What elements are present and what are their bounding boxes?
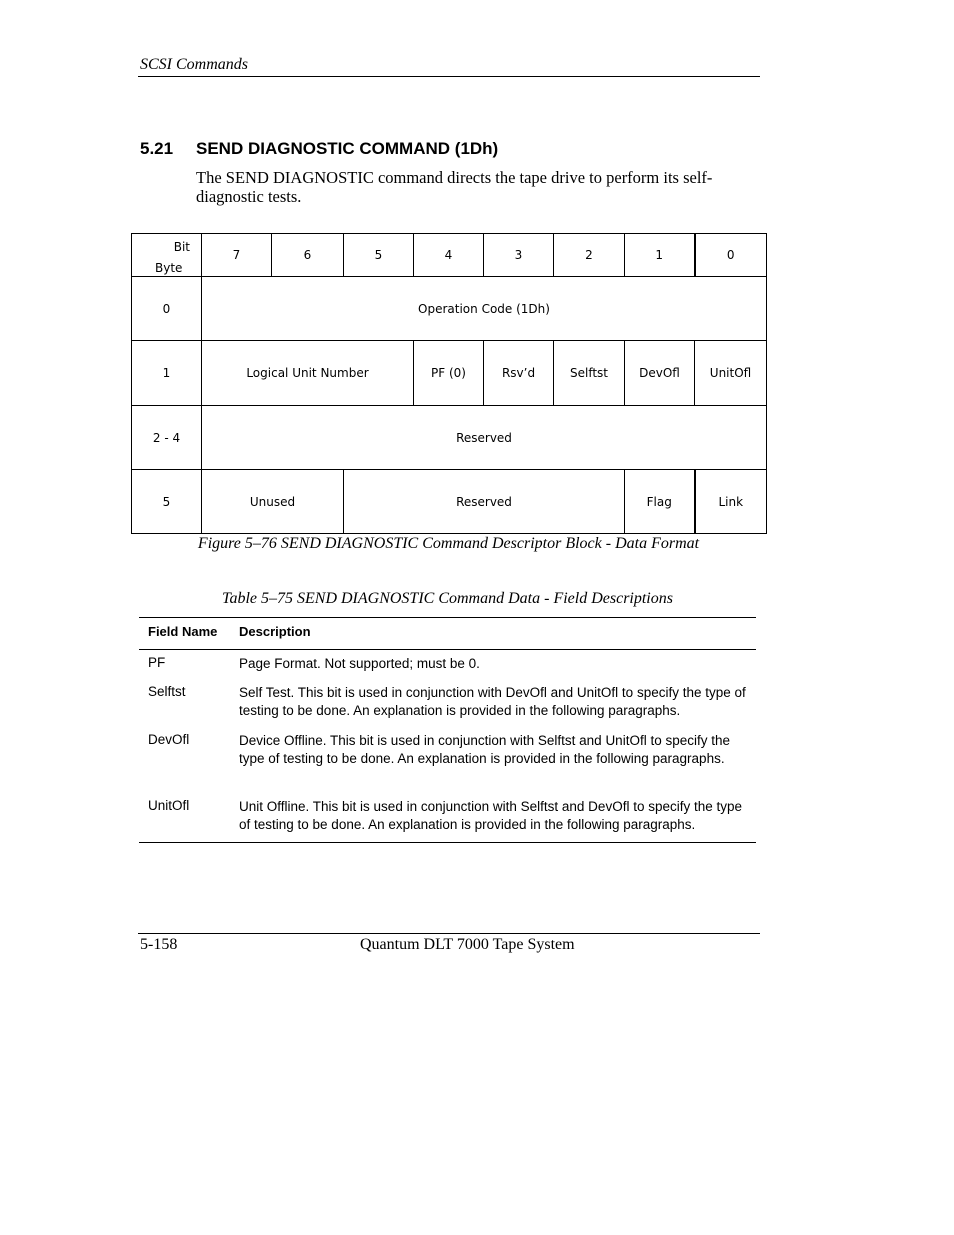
unitofl-field: UnitOfl: [695, 341, 767, 406]
footer-title: Quantum DLT 7000 Tape System: [360, 936, 575, 953]
table-header-row: [139, 618, 756, 649]
bit-2-header: 2: [554, 234, 625, 277]
table-bottom-rule: [139, 842, 756, 843]
byte-5-row: [132, 470, 767, 534]
byte-number: 2 - 4: [132, 406, 202, 470]
bit-byte-corner-cell: [132, 234, 202, 277]
intro-paragraph: The SEND DIAGNOSTIC command directs the tape drive to perform its self-diagnostic tests.: [196, 168, 713, 206]
description-cell: Unit Offline. This bit is used in conjunction with Selftst and DevOfl to specify the type of testing to be done. An explanation is provided in the following paragraphs.: [239, 799, 743, 832]
bit-3-header: 3: [484, 234, 554, 277]
reserved-field: Reserved: [344, 470, 625, 534]
bit-4-header: 4: [414, 234, 484, 277]
bit-7-header: 7: [202, 234, 272, 277]
byte-number: 1: [132, 341, 202, 406]
table-row: [139, 684, 756, 732]
logical-unit-number-field: Logical Unit Number: [202, 341, 414, 406]
reserved-bytes-field: Reserved: [202, 406, 767, 470]
table-row: [139, 655, 756, 684]
table-header-rule: [139, 649, 756, 650]
byte-number: 0: [132, 277, 202, 341]
description-cell: Device Offline. This bit is used in conjunction with Selftst and UnitOfl to specify the type of testing to be done. An explanation is provided in the following paragraphs.: [239, 733, 730, 766]
field-name-cell: Selftst: [148, 684, 186, 699]
pf-field: PF (0): [414, 341, 484, 406]
cdb-format-grid: [131, 233, 767, 534]
table-row: [139, 732, 756, 798]
field-description-table: [139, 617, 756, 843]
description-header: Description: [239, 624, 311, 639]
bit-1-header: 1: [625, 234, 695, 277]
byte-number: 5: [132, 470, 202, 534]
byte-0-row: [132, 277, 767, 341]
flag-field: Flag: [625, 470, 695, 534]
field-name-cell: DevOfl: [148, 732, 190, 747]
unused-field: Unused: [202, 470, 344, 534]
operation-code-field: Operation Code (1Dh): [202, 277, 767, 341]
header-rule: [138, 76, 760, 77]
devofl-field: DevOfl: [625, 341, 695, 406]
footer-rule: [138, 933, 760, 934]
field-name-cell: PF: [148, 655, 166, 670]
table-caption: Table 5–75 SEND DIAGNOSTIC Command Data - Field Descriptions: [222, 590, 673, 607]
bit-5-header: 5: [344, 234, 414, 277]
field-name-cell: UnitOfl: [148, 798, 190, 813]
description-cell: Self Test. This bit is used in conjunction with DevOfl and UnitOfl to specify the type of testing to be done. An explanation is provided in the following paragraphs.: [239, 685, 746, 718]
link-field: Link: [695, 470, 767, 534]
description-cell: Page Format. Not supported; must be 0.: [239, 656, 480, 671]
reserved-bit-field: Rsv’d: [484, 341, 554, 406]
bit-6-header: 6: [272, 234, 344, 277]
byte-1-row: [132, 341, 767, 406]
byte-2-4-row: [132, 406, 767, 470]
bit-label: Bit: [173, 240, 190, 254]
table-row: [139, 798, 756, 838]
section-number: 5.21: [140, 139, 174, 158]
bit-header-row: [132, 234, 767, 277]
running-header: SCSI Commands: [140, 56, 249, 73]
field-name-header: Field Name: [148, 624, 218, 639]
section-title: SEND DIAGNOSTIC COMMAND (1Dh): [196, 139, 499, 158]
bit-0-header: 0: [695, 234, 767, 277]
page-number: 5-158: [140, 936, 178, 953]
byte-label: Byte: [155, 261, 183, 275]
selftst-field: Selftst: [554, 341, 625, 406]
figure-caption: Figure 5–76 SEND DIAGNOSTIC Command Descriptor Block - Data Format: [197, 535, 700, 552]
